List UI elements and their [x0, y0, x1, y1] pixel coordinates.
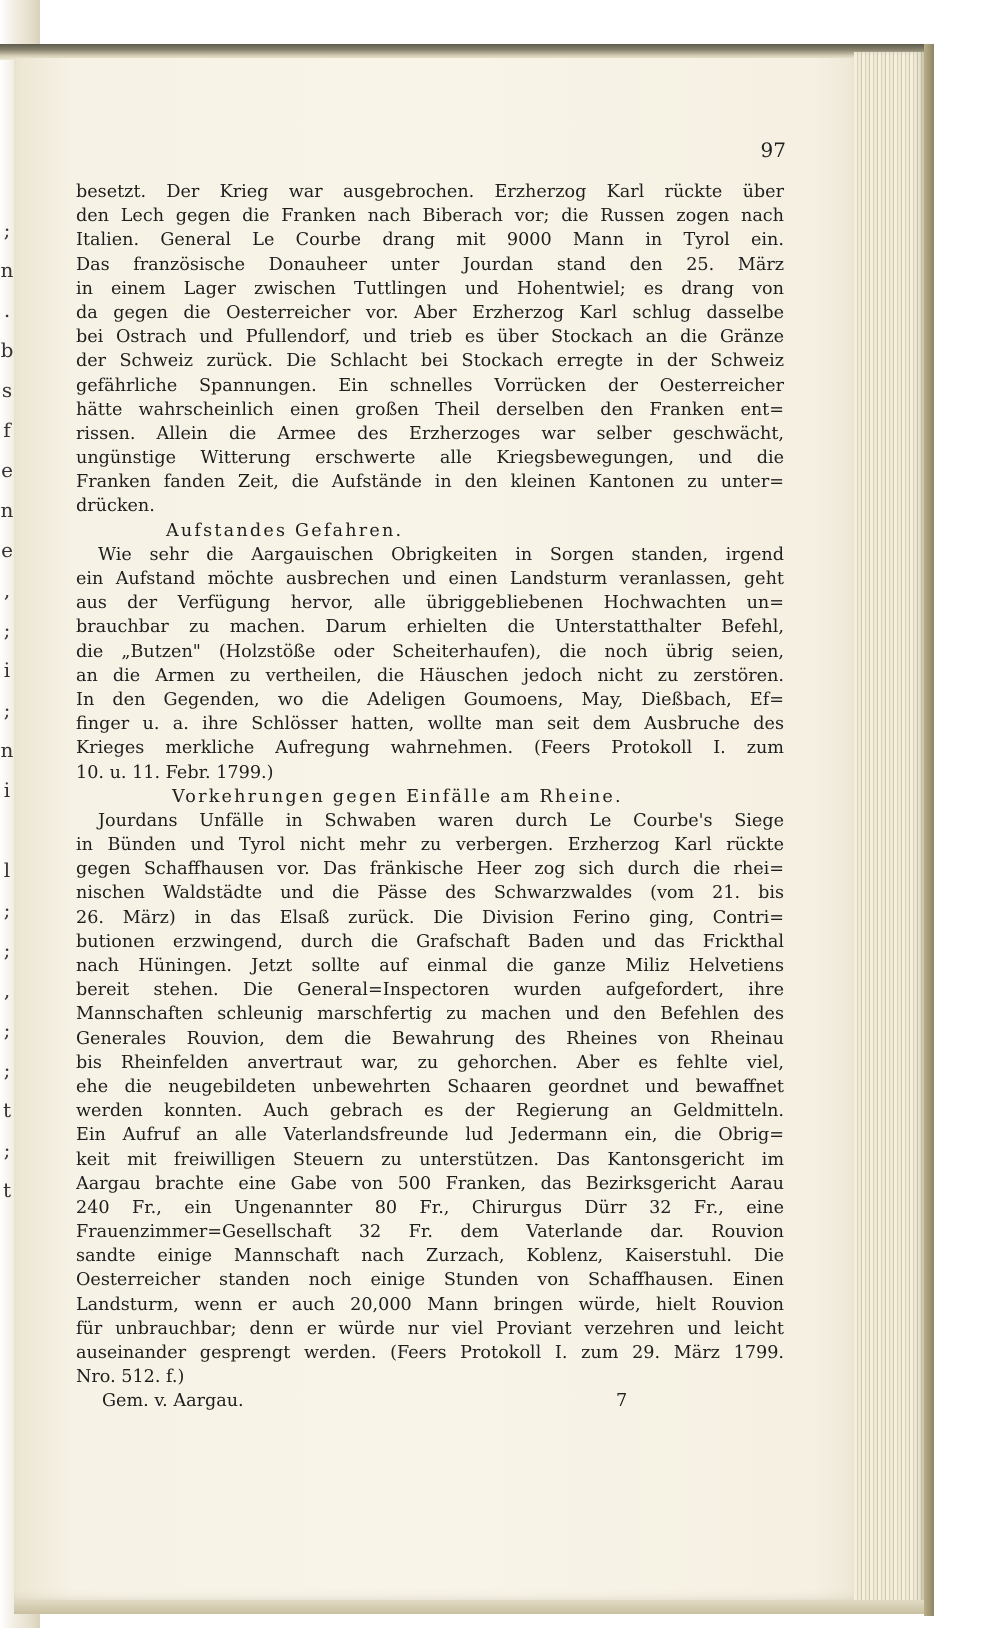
text-line: Generales Rouvion, dem die Bewahrung des Rheines von Rheinau — [76, 1028, 784, 1049]
gutter-letter: e — [1, 538, 13, 562]
text-line: werden konnten. Auch gebrach es der Regierung an Geldmitteln. — [76, 1101, 784, 1122]
text-line: Mannschaften schleunig marschfertig zu machen und den Befehlen des — [76, 1004, 784, 1025]
gutter-letter — [0, 810, 14, 850]
text-line: bereit stehen. Die General=Inspectoren wurden aufgefordert, ihre — [76, 980, 784, 1001]
section-heading-vorkehrungen: Vorkehrungen gegen Einfälle am Rheine. — [172, 786, 623, 807]
text-line: an die Armen zu vertheilen, die Häuschen jedoch nicht zu zerstören. — [76, 665, 784, 686]
text-line: bis Rheinfelden anvertraut war, zu gehorchen. Aber es fehlte viel, — [76, 1052, 784, 1073]
gutter-letter: t — [2, 1098, 12, 1122]
text-line: Jourdans Unfälle in Schwaben waren durch Le Courbe's Siege — [98, 810, 784, 831]
gutter-letter: ; — [3, 1018, 11, 1042]
gutter-letter: f — [3, 418, 11, 442]
gutter-letter: ; — [3, 218, 11, 242]
text-line: da gegen die Oesterreicher vor. Aber Erzherzog Karl schlug dasselbe — [76, 302, 784, 323]
text-line: drücken. — [76, 496, 155, 517]
page-number: 97 — [760, 138, 786, 162]
text-line: für unbrauchbar; denn er würde nur viel Proviant verzehren und leicht — [76, 1318, 784, 1339]
text-line: ein Aufstand möchte ausbrechen und einen Landsturm veranlassen, geht — [76, 569, 784, 589]
gutter-letter: e — [1, 458, 13, 482]
text-line: Das französische Donauheer unter Jourdan stand den 25. März — [76, 254, 784, 275]
text-line: gefährliche Spannungen. Ein schnelles Vorrücken der Oesterreicher — [76, 375, 784, 396]
text-line: In den Gegenden, wo die Adeligen Goumoens, May, Dießbach, Ef= — [76, 689, 784, 710]
gutter-letter: ; — [3, 698, 11, 722]
footer-signature: Gem. v. Aargau. — [102, 1391, 244, 1412]
text-line: die „Butzen" (Holzstöße oder Scheiterhaufen), die noch übrig seien, — [76, 641, 784, 662]
text-line: keit mit freiwilligen Steuern zu unterstützen. Das Kantonsgericht im — [76, 1149, 784, 1170]
text-line: Nro. 512. f.) — [76, 1367, 185, 1388]
gutter-letter: ; — [3, 938, 11, 962]
text-line: den Lech gegen die Franken nach Biberach vor; die Russen zogen nach — [76, 206, 784, 227]
text-line: brauchbar zu machen. Darum erhielten die Unterstatthalter Befehl, — [76, 617, 784, 638]
text-line: gegen Schaffhausen vor. Das fränkische Heer zog sich durch die rhei= — [76, 859, 784, 880]
gutter-letter: s — [1, 378, 13, 402]
text-line: Frauenzimmer=Gesellschaft 32 Fr. dem Vaterlande dar. Rouvion — [76, 1222, 784, 1243]
facing-page-gutter-letters — [0, 210, 14, 1210]
gutter-letter: , — [3, 978, 11, 1002]
text-line: aus der Verfügung hervor, alle übriggebliebenen Hochwachten un= — [76, 593, 784, 614]
text-line: in einem Lager zwischen Tuttlingen und Hohentwiel; es drang von — [76, 278, 784, 299]
text-line: Wie sehr die Aargauischen Obrigkeiten in Sorgen standen, irgend — [98, 544, 784, 565]
text-line: in Bünden und Tyrol nicht mehr zu verbergen. Erzherzog Karl rückte — [76, 835, 784, 856]
gutter-letter: i — [3, 778, 11, 802]
gutter-letter: b — [0, 338, 14, 362]
gutter-letter: ; — [3, 1138, 11, 1162]
text-line: Italien. General Le Courbe drang mit 9000 Mann in Tyrol ein. — [76, 230, 784, 251]
text-line: Ein Aufruf an alle Vaterlandsfreunde lud Jedermann ein, die Obrig= — [76, 1125, 784, 1146]
text-line: bei Ostrach und Pfullendorf, und trieb es über Stockach an die Gränze — [76, 327, 784, 348]
text-line: ehe die neugebildeten unbewehrten Schaaren geordnet und bewaffnet — [76, 1076, 784, 1097]
paragraph-aufstandes-gefahren — [76, 543, 784, 785]
gutter-letter: ; — [3, 898, 11, 922]
text-line: sandte einige Mannschaft nach Zurzach, Koblenz, Kaiserstuhl. Die — [76, 1246, 784, 1267]
gutter-letter: n — [0, 738, 14, 762]
gutter-letter: t — [2, 1178, 12, 1202]
text-line: 10. u. 11. Febr. 1799.) — [76, 762, 274, 783]
text-line: rissen. Allein die Armee des Erzherzoges war selber geschwächt, — [76, 423, 784, 444]
page-footer — [76, 1389, 784, 1413]
section-heading-aufstandes-gefahren: Aufstandes Gefahren. — [166, 520, 404, 541]
paragraph-vorkehrungen — [76, 809, 784, 1390]
book-bottom-edge — [14, 1600, 924, 1614]
text-line: finger u. a. ihre Schlösser hatten, wollte man seit dem Ausbruche des — [76, 714, 784, 735]
gutter-letter: ; — [3, 1058, 11, 1082]
page-text — [76, 180, 784, 1414]
text-line: nach Hüningen. Jetzt sollte auf einmal die ganze Miliz Helvetiens — [76, 956, 784, 976]
text-line: Oesterreicher standen noch einige Stunden von Schaffhausen. Einen — [76, 1270, 784, 1291]
page-edges — [854, 52, 924, 1612]
text-line: Aargau brachte eine Gabe von 500 Franken, das Bezirksgericht Aarau — [76, 1173, 784, 1194]
text-line: Landsturm, wenn er auch 20,000 Mann bringen würde, hielt Rouvion — [76, 1294, 784, 1315]
text-line: hätte wahrscheinlich einen großen Theil derselben den Franken ent= — [76, 399, 784, 420]
footer-sheet-number: 7 — [616, 1391, 628, 1412]
gutter-letter: i — [3, 658, 11, 682]
gutter-letter: , — [3, 578, 11, 602]
gutter-letter: . — [3, 298, 11, 322]
gutter-letter: l — [3, 858, 11, 882]
text-line: der Schweiz zurück. Die Schlacht bei Stockach erregte in der Schweiz — [76, 351, 784, 372]
text-line: 240 Fr., ein Ungenannter 80 Fr., Chirurgus Dürr 32 Fr., eine — [76, 1197, 784, 1218]
text-line: 26. März) in das Elsaß zurück. Die Division Ferino ging, Contri= — [76, 907, 784, 928]
text-line: auseinander gesprengt werden. (Feers Protokoll I. zum 29. März 1799. — [76, 1343, 784, 1363]
text-line: Krieges merkliche Aufregung wahrnehmen. (Feers Protokoll I. zum — [76, 738, 784, 759]
gutter-letter: n — [0, 258, 14, 282]
gutter-letter: n — [0, 498, 14, 522]
text-line: Franken fanden Zeit, die Aufstände in den kleinen Kantonen zu unter= — [76, 472, 784, 493]
text-line: ungünstige Witterung erschwerte alle Kriegsbewegungen, und die — [76, 448, 784, 469]
text-line: butionen erzwingend, durch die Grafschaft Baden und das Frickthal — [76, 931, 784, 952]
text-line: nischen Waldstädte und die Pässe des Schwarzwaldes (vom 21. bis — [76, 883, 784, 904]
book-cover-edge — [924, 44, 934, 1616]
text-line: besetzt. Der Krieg war ausgebrochen. Erzherzog Karl rückte über — [76, 182, 784, 202]
gutter-letter: ; — [3, 618, 11, 642]
paragraph-war-outbreak — [76, 180, 784, 519]
